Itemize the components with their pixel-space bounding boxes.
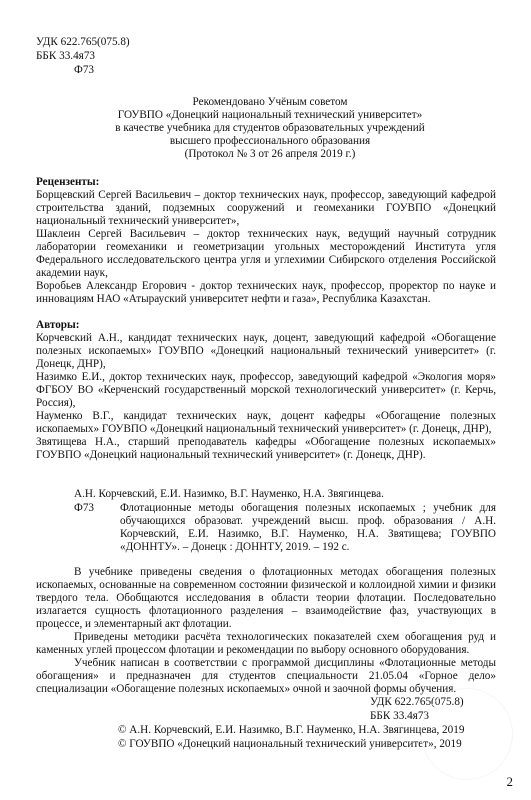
- reviewer-entry: Борщевский Сергей Васильевич – доктор технических наук, профессор, заведующий кафедрой строительства зданий, подземных сооружений и геомеханики ГОУВПО «Донецкий национальный технический университет»,: [36, 189, 496, 227]
- bbk-code: ББК 33.4я73: [36, 50, 96, 62]
- recommend-line: в качестве учебника для студентов образовательных учреждений: [115, 122, 425, 134]
- reviewer-entry: Воробьев Александр Егорович - доктор технических наук, профессор, проректор по науке и инновациям НАО «Атырауский университет нефти и газа», Республика Казахстан.: [36, 280, 496, 305]
- authors-section: [36, 319, 496, 462]
- recommend-line: (Протокол № 3 от 26 апреля 2019 г.): [184, 148, 356, 160]
- udk-code-bottom: УДК 622.765(075.8): [370, 696, 464, 708]
- biblio-code: Ф73: [74, 502, 95, 514]
- reviewer-entry: Шаклеин Сергей Васильевич – доктор технических наук, ведущий научный сотрудник лаборатории геомеханики и геометризации угольных месторождений Института угля Федерального исследовательского центра угля и углехимии Сибирского отделения Российской академии наук,: [36, 228, 496, 279]
- authors-heading: Авторы:: [36, 319, 80, 331]
- abstract-paragraph: Учебник написан в соответствии с программой дисциплины «Флотационные методы обогащения» и предназначен для студентов специальности 21.05.04 «Горное дело» специализации «Обогащение полезных ископаемых» очной и заочной формы обучения.: [36, 657, 496, 695]
- copyright-authors: © А.Н. Корчевский, Е.И. Назимко, В.Г. Науменко, Н.А. Звягинцева, 2019: [118, 724, 465, 736]
- abstract-paragraph: В учебнике приведены сведения о флотационных методах обогащения полезных ископаемых, основанные на современном состоянии физической и коллоидной химии и физики твердого тела. Обобщаются исследования в области теории флотации. Последовательно излагается сущность флотационного разделения – взаимодействие фаз, участвующих в процессе, и элементарный акт флотации.: [36, 566, 496, 630]
- author-entry: Звятищева Н.А., старший преподаватель кафедры «Обогащение полезных ископаемых» ГОУВПО «Донецкий национальный технический университет» (г. Донецк, ДНР).: [36, 436, 496, 461]
- recommendation-block: [90, 96, 450, 161]
- reviewers-heading: Рецензенты:: [36, 176, 100, 188]
- recommend-line: ГОУВПО «Донецкий национальный технический университет»: [117, 109, 423, 121]
- page-number: 2: [506, 774, 513, 789]
- author-entry: Назимко Е.И., доктор технических наук, профессор, заведующий кафедрой «Экология моря» ФГБОУ ВО «Керченский государственный морской технологический университет» (г. Керчь, Россия),: [36, 371, 496, 409]
- bbk-code-bottom: ББК 33.4я73: [370, 710, 430, 722]
- recommend-line: высшего профессионального образования: [169, 135, 371, 147]
- biblio-description: Флотационные методы обогащения полезных ископаемых ; учебник для обучающихся образоват. учреждений высш. проф. образования / А.Н. Корчевский, Е.И. Назимко, В.Г. Науменко, Н.А. Звятищева; ГОУВПО «ДОННТУ». – Донецк : ДОННТУ, 2019. – 192 с.: [120, 502, 496, 553]
- biblio-authors: А.Н. Корчевский, Е.И. Назимко, В.Г. Науменко, Н.А. Звягинцева.: [74, 488, 384, 500]
- abstract-section: [36, 566, 496, 696]
- author-entry: Корчевский А.Н., кандидат технических наук, доцент, заведующий кафедрой «Обогащение полезных ископаемых» ГОУВПО «Донецкий национальный технический университет» (г. Донецк, ДНР),: [36, 332, 496, 370]
- recommend-line: Рекомендовано Учёным советом: [192, 96, 348, 108]
- udk-code: УДК 622.765(075.8): [36, 36, 130, 48]
- copyright-university: © ГОУВПО «Донецкий национальный технический университет», 2019: [118, 738, 462, 750]
- author-code: Ф73: [74, 64, 95, 76]
- abstract-paragraph: Приведены методики расчёта технологических показателей схем обогащения руд и каменных углей процессом флотации и рекомендации по выбору основного оборудования.: [36, 631, 496, 656]
- university-seal-watermark: [421, 688, 513, 780]
- reviewers-section: [36, 176, 496, 306]
- author-entry: Науменко В.Г., кандидат технических наук, доцент кафедры «Обогащение полезных ископаемых» ГОУВПО «Донецкий национальный технический университет» (г. Донецк, ДНР),: [36, 410, 496, 435]
